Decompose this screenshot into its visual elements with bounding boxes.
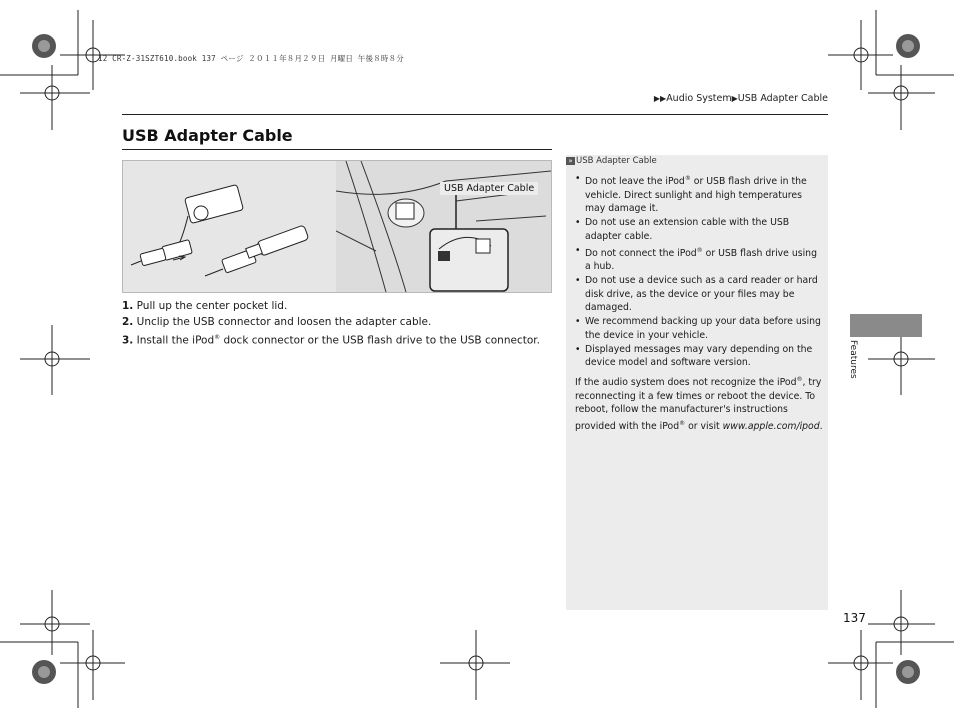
steps-list [122,298,552,349]
reference-icon: » [566,157,575,165]
step-number: 3. [122,334,134,347]
header-rule [122,114,828,115]
list-item: • Do not leave the iPod® or USB flash drive in the vehicle. Direct sunlight and high temperatures may damage it. [575,173,807,215]
list-item: • Displayed messages may vary depending on the device model and software version. [575,343,813,369]
step-item [122,298,552,314]
note-text: If the audio system does not recognize the iPod [575,377,797,389]
step-number: 1. [122,300,134,312]
sidebar-bullets [574,172,824,370]
step-item [122,314,552,330]
list-item: • Do not connect the iPod® or USB flash drive using a hub. [575,244,817,273]
breadcrumb-page: USB Adapter Cable [737,93,828,104]
bullet-text: Do not use a device such as a card reader or hard disk drive, as the device or your files may be damaged. [585,275,818,314]
step-text: Unclip the USB connector and loosen the adapter cable. [136,316,432,328]
registered-mark: ® [679,419,686,427]
apple-link[interactable]: www.apple.com/ipod [722,420,820,432]
step-item [122,330,552,349]
breadcrumb-section[interactable]: Audio System [666,93,732,104]
bullet-text: Displayed messages may vary depending on the device model and software version. [585,343,813,369]
print-header: 12 CR-Z-31SZT610.book 137 ページ ２０１１年８月２９日 月曜日 午後８時８分 [98,54,404,63]
title-rule [122,149,552,150]
list-item: • We recommend backing up your data before using the device in your vehicle. [575,316,821,341]
registered-mark: ® [796,376,803,383]
note-text-cont: or visit [685,420,723,432]
step-text: Install the iPod [136,334,215,347]
breadcrumb-separator: ▶ [731,94,738,103]
registered-mark: ® [684,175,691,182]
page-number: 137 [843,611,866,625]
registered-mark: ® [214,334,221,341]
bullet-text: Do not connect the iPod [585,247,697,259]
sidebar-title [566,156,657,166]
list-item: • Do not use a device such as a card reader or hard disk drive, as the device or your files may be damaged. [575,275,818,314]
note-text-cont: , try reconnecting it a few times or reboot the device. To reboot, follow the manufacturer's instructions provided with the iPod [575,377,822,432]
bullet-text-cont: or USB flash drive using a hub. [585,247,817,273]
illustration-callout: USB Adapter Cable [440,182,538,195]
center-pocket-illustration [336,161,551,292]
page-title: USB Adapter Cable [122,126,293,145]
bullet-text: Do not leave the iPod [585,176,685,188]
sidebar-note [575,373,825,433]
registered-mark: ® [696,246,703,254]
list-item: • Do not use an extension cable with the USB adapter cable. [575,217,790,242]
console-illustration [336,161,551,292]
bullet-text: Do not use an extension cable with the USB adapter cable. [585,217,790,242]
note-end: . [819,420,823,432]
step-number: 2. [122,316,134,328]
sidebar-title-text: USB Adapter Cable [576,156,657,166]
breadcrumb-arrows: ▶▶ [653,94,667,103]
step-text: Pull up the center pocket lid. [136,300,288,312]
bullet-text-cont: or USB flash drive in the vehicle. Direct sunlight and high temperatures may damage it. [585,176,807,215]
step-text-cont: dock connector or the USB flash drive to the USB connector. [220,334,540,347]
section-tab[interactable] [850,314,922,337]
breadcrumb [654,93,828,104]
bullet-text: We recommend backing up your data before using the device in your vehicle. [585,316,821,341]
section-tab-label: Features [848,340,858,379]
